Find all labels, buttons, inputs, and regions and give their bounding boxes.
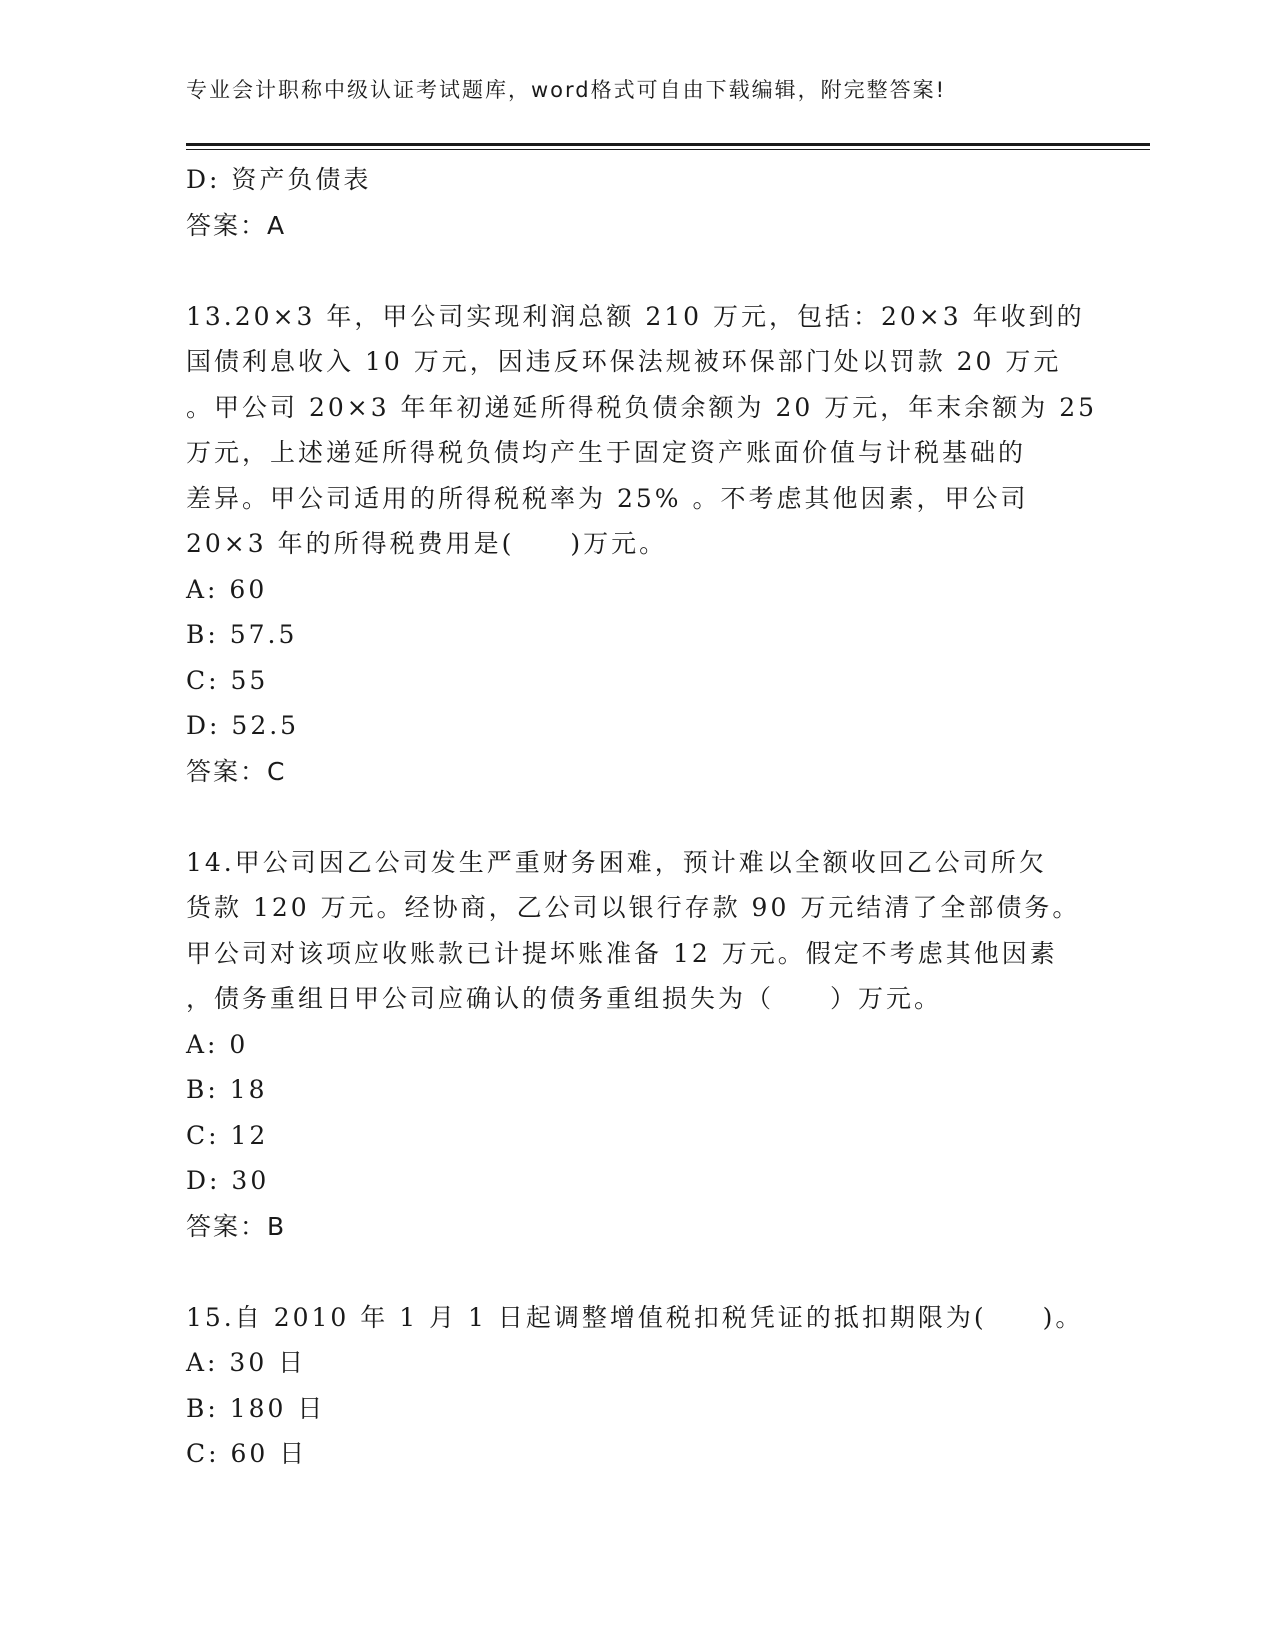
- q14-stem-line: ，债务重组日甲公司应确认的债务重组损失为（ ）万元。: [186, 984, 943, 1013]
- q13-stem-line: 。甲公司 20×3 年年初递延所得税负债余额为 20 万元，年末余额为 25: [186, 392, 1098, 422]
- q15-option-b: B: 180 日: [186, 1393, 326, 1423]
- q13-option-c: C: 55: [186, 665, 269, 695]
- q13-option-d: D: 52.5: [186, 711, 300, 740]
- q15-stem-line: 15.自 2010 年 1 月 1 日起调整增值税扣税凭证的抵扣期限为( )。: [186, 1302, 1084, 1332]
- q13-answer: 答案：C: [186, 756, 287, 786]
- q13-option-a: A: 60: [186, 574, 268, 604]
- q15-option-c: C: 60 日: [186, 1439, 308, 1468]
- spacer: [186, 248, 1086, 294]
- q13-stem-line: 13.20×3 年，甲公司实现利润总额 210 万元，包括：20×3 年收到的: [186, 301, 1085, 331]
- q13-stem-line: 万元，上述递延所得税负债均产生于固定资产账面价值与计税基础的: [186, 438, 1027, 467]
- q13-stem-line: 20×3 年的所得税费用是( )万元。: [186, 529, 668, 558]
- spacer: [186, 1249, 1086, 1295]
- question-13: [186, 294, 1098, 795]
- q14-stem-line: 甲公司对该项应收账款已计提坏账准备 12 万元。假定不考虑其他因素: [186, 938, 1058, 968]
- prev-answer: 答案：A: [186, 210, 287, 240]
- q13-stem-line: 国债利息收入 10 万元，因违反环保法规被环保部门处以罚款 20 万元: [186, 347, 1062, 376]
- q14-stem-line: 货款 120 万元。经协商，乙公司以银行存款 90 万元结清了全部债务。: [186, 893, 1081, 922]
- q13-stem-line: 差异。甲公司适用的所得税税率为 25% 。不考虑其他因素，甲公司: [186, 483, 1029, 513]
- question-15: [186, 1295, 1086, 1477]
- page-header: 专业会计职称中级认证考试题库，word格式可自由下载编辑，附完整答案!: [186, 78, 947, 102]
- q14-answer: 答案：B: [186, 1211, 287, 1241]
- q13-option-b: B: 57.5: [186, 620, 298, 649]
- header-rule-thick: [186, 143, 1150, 146]
- question-14: [186, 840, 1086, 1250]
- question-content: [186, 157, 1098, 1477]
- q15-option-a: A: 30 日: [186, 1348, 307, 1377]
- spacer: [186, 794, 1086, 840]
- q14-option-b: B: 18: [186, 1075, 268, 1104]
- header-rule-thin: [186, 149, 1150, 150]
- q14-stem-line: 14.甲公司因乙公司发生严重财务困难，预计难以全额收回乙公司所欠: [186, 847, 1047, 877]
- q14-option-d: D: 30: [186, 1166, 270, 1195]
- prev-option-d: D: 资产负债表: [186, 165, 372, 194]
- q14-option-c: C: 12: [186, 1120, 269, 1150]
- q14-option-a: A: 0: [186, 1029, 249, 1059]
